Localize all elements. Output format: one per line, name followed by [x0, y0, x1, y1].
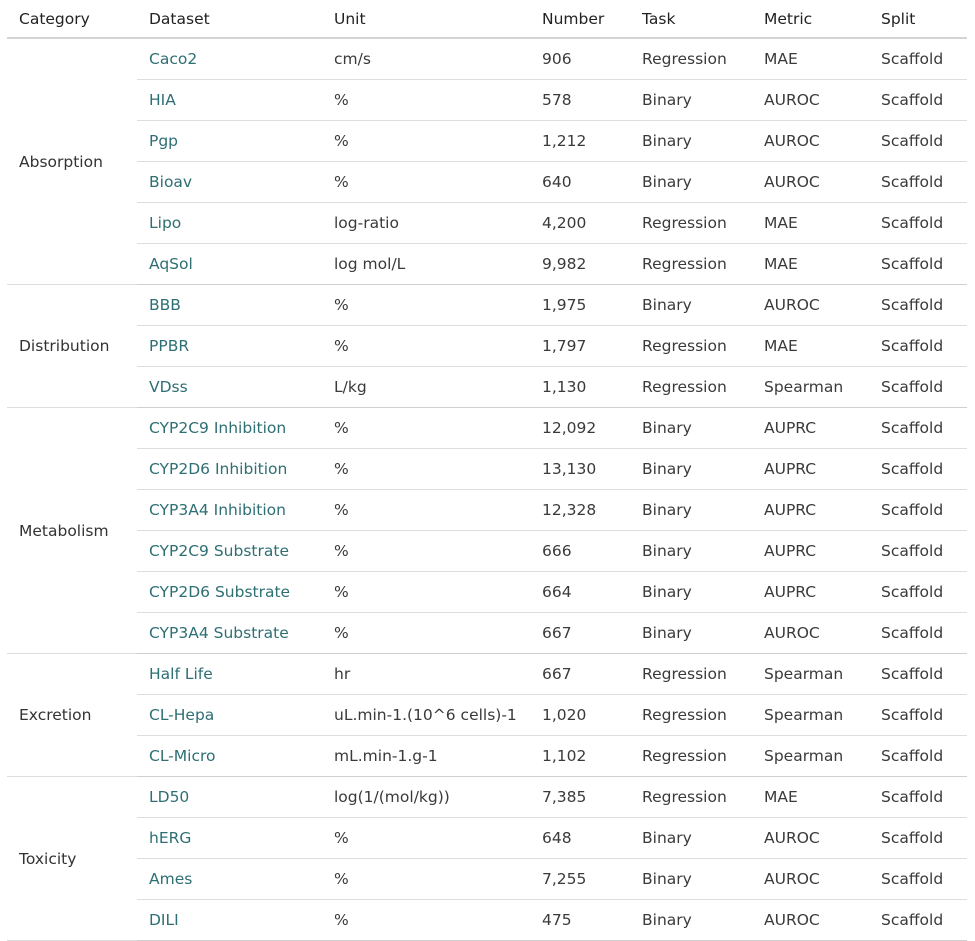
number-cell: 1,212	[530, 121, 630, 162]
number-cell: 640	[530, 162, 630, 203]
header-unit[interactable]: Unit	[322, 0, 530, 38]
task-cell: Binary	[630, 613, 752, 654]
number-cell: 666	[530, 531, 630, 572]
metric-cell: MAE	[752, 326, 869, 367]
metric-cell: AUROC	[752, 900, 869, 941]
table-row	[7, 818, 967, 859]
dataset-link[interactable]: LD50	[137, 777, 322, 818]
table-row	[7, 531, 967, 572]
split-cell: Scaffold	[869, 572, 967, 613]
unit-cell: %	[322, 449, 530, 490]
dataset-link[interactable]: CYP2C9 Substrate	[137, 531, 322, 572]
dataset-link[interactable]: CYP2C9 Inhibition	[137, 408, 322, 449]
task-cell: Binary	[630, 531, 752, 572]
task-cell: Regression	[630, 244, 752, 285]
table-row	[7, 859, 967, 900]
task-cell: Regression	[630, 203, 752, 244]
table-row	[7, 367, 967, 408]
header-dataset[interactable]: Dataset	[137, 0, 322, 38]
split-cell: Scaffold	[869, 121, 967, 162]
header-row	[7, 0, 967, 38]
metric-cell: AUPRC	[752, 408, 869, 449]
dataset-link[interactable]: VDss	[137, 367, 322, 408]
task-cell: Regression	[630, 736, 752, 777]
number-cell: 1,975	[530, 285, 630, 326]
dataset-link[interactable]: CYP2D6 Substrate	[137, 572, 322, 613]
unit-cell: %	[322, 162, 530, 203]
unit-cell: hr	[322, 654, 530, 695]
unit-cell: %	[322, 490, 530, 531]
metric-cell: MAE	[752, 244, 869, 285]
unit-cell: uL.min-1.(10^6 cells)-1	[322, 695, 530, 736]
split-cell: Scaffold	[869, 285, 967, 326]
category-cell: Toxicity	[7, 777, 137, 941]
unit-cell: log mol/L	[322, 244, 530, 285]
unit-cell: %	[322, 900, 530, 941]
split-cell: Scaffold	[869, 490, 967, 531]
unit-cell: cm/s	[322, 38, 530, 80]
table-row	[7, 203, 967, 244]
split-cell: Scaffold	[869, 818, 967, 859]
table-row	[7, 613, 967, 654]
table-row	[7, 449, 967, 490]
task-cell: Regression	[630, 367, 752, 408]
dataset-link[interactable]: Half Life	[137, 654, 322, 695]
metric-cell: Spearman	[752, 367, 869, 408]
split-cell: Scaffold	[869, 162, 967, 203]
header-number[interactable]: Number	[530, 0, 630, 38]
task-cell: Binary	[630, 900, 752, 941]
number-cell: 475	[530, 900, 630, 941]
task-cell: Binary	[630, 285, 752, 326]
unit-cell: %	[322, 285, 530, 326]
metric-cell: AUROC	[752, 818, 869, 859]
metric-cell: MAE	[752, 203, 869, 244]
table-row	[7, 654, 967, 695]
number-cell: 667	[530, 654, 630, 695]
number-cell: 13,130	[530, 449, 630, 490]
metric-cell: AUROC	[752, 859, 869, 900]
split-cell: Scaffold	[869, 244, 967, 285]
dataset-link[interactable]: Ames	[137, 859, 322, 900]
split-cell: Scaffold	[869, 736, 967, 777]
metric-cell: Spearman	[752, 654, 869, 695]
number-cell: 578	[530, 80, 630, 121]
metric-cell: MAE	[752, 38, 869, 80]
task-cell: Binary	[630, 121, 752, 162]
number-cell: 664	[530, 572, 630, 613]
unit-cell: %	[322, 408, 530, 449]
table-row	[7, 695, 967, 736]
dataset-link[interactable]: Pgp	[137, 121, 322, 162]
number-cell: 4,200	[530, 203, 630, 244]
split-cell: Scaffold	[869, 38, 967, 80]
admet-benchmark-table	[7, 0, 967, 941]
unit-cell: %	[322, 818, 530, 859]
number-cell: 7,255	[530, 859, 630, 900]
task-cell: Regression	[630, 38, 752, 80]
number-cell: 648	[530, 818, 630, 859]
metric-cell: AUROC	[752, 121, 869, 162]
split-cell: Scaffold	[869, 654, 967, 695]
table-row	[7, 736, 967, 777]
dataset-link[interactable]: DILI	[137, 900, 322, 941]
number-cell: 9,982	[530, 244, 630, 285]
metric-cell: Spearman	[752, 736, 869, 777]
metric-cell: AUPRC	[752, 490, 869, 531]
task-cell: Regression	[630, 695, 752, 736]
split-cell: Scaffold	[869, 531, 967, 572]
metric-cell: AUPRC	[752, 449, 869, 490]
dataset-link[interactable]: hERG	[137, 818, 322, 859]
split-cell: Scaffold	[869, 367, 967, 408]
split-cell: Scaffold	[869, 859, 967, 900]
table-row	[7, 244, 967, 285]
dataset-link[interactable]: CL-Hepa	[137, 695, 322, 736]
unit-cell: mL.min-1.g-1	[322, 736, 530, 777]
table-row	[7, 408, 967, 449]
split-cell: Scaffold	[869, 203, 967, 244]
split-cell: Scaffold	[869, 695, 967, 736]
split-cell: Scaffold	[869, 80, 967, 121]
number-cell: 12,092	[530, 408, 630, 449]
dataset-link[interactable]: CYP3A4 Inhibition	[137, 490, 322, 531]
split-cell: Scaffold	[869, 900, 967, 941]
category-cell: Absorption	[7, 38, 137, 285]
metric-cell: AUPRC	[752, 572, 869, 613]
number-cell: 7,385	[530, 777, 630, 818]
table-row	[7, 121, 967, 162]
task-cell: Binary	[630, 859, 752, 900]
split-cell: Scaffold	[869, 777, 967, 818]
table-row	[7, 162, 967, 203]
table-body	[7, 38, 967, 941]
category-cell: Excretion	[7, 654, 137, 777]
dataset-link[interactable]: Caco2	[137, 38, 322, 80]
dataset-link[interactable]: CYP3A4 Substrate	[137, 613, 322, 654]
number-cell: 906	[530, 38, 630, 80]
number-cell: 1,130	[530, 367, 630, 408]
unit-cell: log-ratio	[322, 203, 530, 244]
metric-cell: AUROC	[752, 162, 869, 203]
table-row	[7, 572, 967, 613]
task-cell: Binary	[630, 162, 752, 203]
header-metric[interactable]: Metric	[752, 0, 869, 38]
metric-cell: AUROC	[752, 285, 869, 326]
category-cell: Metabolism	[7, 408, 137, 654]
number-cell: 12,328	[530, 490, 630, 531]
metric-cell: AUPRC	[752, 531, 869, 572]
unit-cell: L/kg	[322, 367, 530, 408]
unit-cell: %	[322, 613, 530, 654]
task-cell: Regression	[630, 777, 752, 818]
table-row	[7, 80, 967, 121]
split-cell: Scaffold	[869, 408, 967, 449]
dataset-link[interactable]: BBB	[137, 285, 322, 326]
unit-cell: %	[322, 531, 530, 572]
dataset-link[interactable]: CL-Micro	[137, 736, 322, 777]
table-row	[7, 285, 967, 326]
metric-cell: AUROC	[752, 613, 869, 654]
number-cell: 1,797	[530, 326, 630, 367]
unit-cell: %	[322, 572, 530, 613]
dataset-link[interactable]: AqSol	[137, 244, 322, 285]
metric-cell: Spearman	[752, 695, 869, 736]
table-row	[7, 38, 967, 80]
task-cell: Binary	[630, 449, 752, 490]
unit-cell: %	[322, 121, 530, 162]
dataset-link[interactable]: Bioav	[137, 162, 322, 203]
unit-cell: %	[322, 80, 530, 121]
table-row	[7, 777, 967, 818]
number-cell: 1,102	[530, 736, 630, 777]
split-cell: Scaffold	[869, 613, 967, 654]
task-cell: Binary	[630, 408, 752, 449]
split-cell: Scaffold	[869, 449, 967, 490]
task-cell: Binary	[630, 490, 752, 531]
task-cell: Binary	[630, 572, 752, 613]
task-cell: Binary	[630, 80, 752, 121]
header-task[interactable]: Task	[630, 0, 752, 38]
table-row	[7, 900, 967, 941]
category-cell: Distribution	[7, 285, 137, 408]
header-split[interactable]: Split	[869, 0, 967, 38]
number-cell: 667	[530, 613, 630, 654]
dataset-link[interactable]: CYP2D6 Inhibition	[137, 449, 322, 490]
dataset-link[interactable]: PPBR	[137, 326, 322, 367]
metric-cell: MAE	[752, 777, 869, 818]
dataset-link[interactable]: HIA	[137, 80, 322, 121]
table-row	[7, 326, 967, 367]
unit-cell: %	[322, 326, 530, 367]
number-cell: 1,020	[530, 695, 630, 736]
unit-cell: log(1/(mol/kg))	[322, 777, 530, 818]
split-cell: Scaffold	[869, 326, 967, 367]
task-cell: Regression	[630, 326, 752, 367]
metric-cell: AUROC	[752, 80, 869, 121]
unit-cell: %	[322, 859, 530, 900]
task-cell: Binary	[630, 818, 752, 859]
table-header	[7, 0, 967, 38]
table-row	[7, 490, 967, 531]
task-cell: Regression	[630, 654, 752, 695]
dataset-link[interactable]: Lipo	[137, 203, 322, 244]
header-category[interactable]: Category	[7, 0, 137, 38]
